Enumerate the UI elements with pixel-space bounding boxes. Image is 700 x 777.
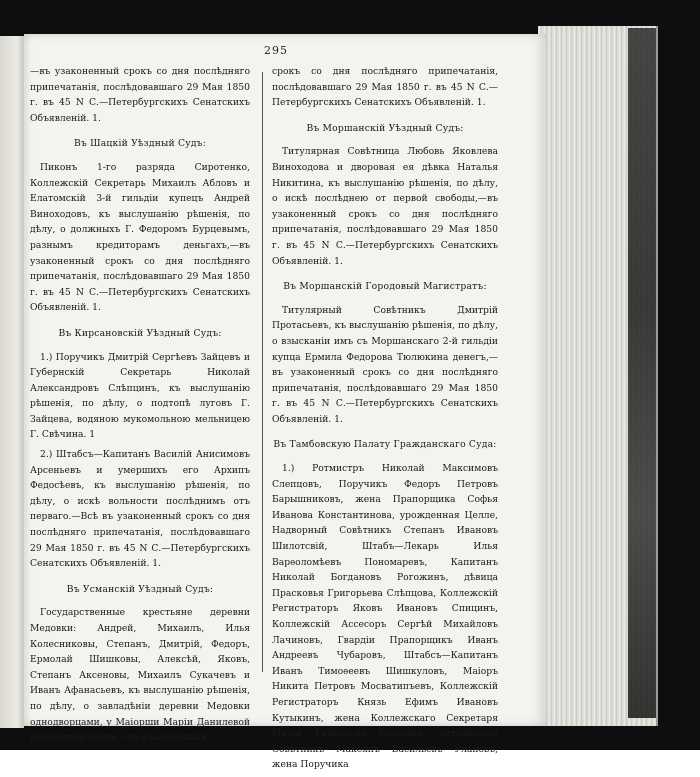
book-cover-edge <box>628 28 656 718</box>
notice-paragraph: Титулярная Совѣтница Любовь Яковлева Виноходова и дворовая ея дѣвка Наталья Никитина, къ выслушанію рѣшенія, по дѣлу, о искѣ послѣднею от первой свободы,—въ узаконенный срокъ со дня послѣдняго припечатанія, послѣдовавшаго 29 Мая 1850 г. въ 45 N С.—Петербургскихъ Сенатскихъ Объявленій. 1. <box>272 146 498 267</box>
left-page-edge <box>0 36 24 728</box>
notice-paragraph: Государственные крестьяне деревни Медовки: Андрей, Михаилъ, Илья Колесниковы, Степанъ, Дмитрій, Федоръ, Ермолай Шишковы, Алексѣй, Яковъ, Степанъ Аксеновы, Михаилъ Сукачевъ и Иванъ Афанасьевъ, къ выслушанію рѣшенія, по дѣлу, о завладѣніи деревни Медовки однодворцами, у Маіорши Маріи Данилевой Калениной земли,—въ узаконенный <box>30 607 250 744</box>
section-heading: Въ Тамбовскую Палату Гражданскаго Суда: <box>273 439 497 451</box>
notice-paragraph: —въ узаконенный срокъ со дня послѣдняго припечатанія, послѣдовавшаго 29 Мая 1850 г. въ 45 N С.—Петербургскихъ Сенатскихъ Объявленій. 1. <box>30 66 250 124</box>
document-page <box>24 34 546 771</box>
section-heading: Въ Усманскій Уѣздный Судъ: <box>66 583 214 595</box>
section-heading: Въ Кирсановскій Уѣздный Судъ: <box>58 327 222 339</box>
right-column <box>272 64 498 777</box>
notice-paragraph: срокъ со дня послѣдняго припечатанія, послѣдовавшаго 29 Мая 1850 г. въ 45 N С.—Петербургскихъ Сенатскихъ Объявленій. 1. <box>272 66 498 109</box>
left-column <box>30 64 250 750</box>
notice-paragraph: 1.) Ротмистръ Николай Максимовъ Слепцовъ, Поручикъ Федоръ Петровъ Барышниковъ, жена Прапорщика Софья Иванова Константинова, урожденная Целле, Надворный Совѣтникъ Степанъ Ивановъ Шилотсвій, Штабъ—Лекарь Илья Варѳоломѣевъ Пономаревъ, Капитанъ Николай Богдановъ Рогожинъ, дѣвица Прасковья Григорьева Слѣпцова, Коллежскій Регистраторъ Яковъ Ивановъ Спицинъ, Коллежскій Ассесоръ Сергѣй Михайловъ Лачиновъ, Гвардіи Прапорщикъ Иванъ Андреевъ Чубаровъ, Штабсъ—Капитанъ Иванъ Тимоѳеевъ Шишкуловъ, Маіоръ Никита Петровъ Мосватипъевъ, Коллежскій Регистраторъ Князь Ефимъ Ивановъ Кутыкинъ, жена Коллежскаго Секретаря Марія Тимоѳеева Спицина, Титулярный Совѣтникъ Макеянъ Васильевъ Улановъ, жена Поручика <box>272 463 498 771</box>
notice-paragraph: 1.) Поручикъ Дмитрій Сергѣевъ Зайцевъ и Губернскій Секретарь Николай Александровъ Слѣпцинъ, къ выслушанію рѣшенія, по дѣлу, о подтопѣ луговъ Г. Зайцева, водяною мукомольною мельницею Г. Свѣчина. 1 <box>30 351 250 441</box>
notice-paragraph: Пиконъ 1-го разряда Сиротенко, Коллежскій Секретарь Михаилъ Абловъ и Елатомскій 3-й гильдіи купецъ Андрей Виноходовъ, къ выслушанію рѣшенія, по дѣлу, о должныхъ Г. Федоромъ Бурцевымъ, разнымъ кредиторамъ деньгахъ,—въ узаконенный срокъ со дня послѣдняго припечатанія, послѣдовавшаго 29 Мая 1850 г. въ 45 N С.—Петербургскихъ Сенатскихъ Объявленій. 1. <box>30 161 250 314</box>
notice-paragraph: 2.) Штабсъ—Капитанъ Василій Анисимовъ Арсеньевъ и умершихъ его Архипъ Федосѣевъ, къ выслушанію рѣшенія, по дѣлу, о искѣ вольности послѣднимъ отъ перваго.—Всѣ въ узаконенный срокъ со дня послѣдняго припечатанія, послѣдовавшаго 29 Мая 1850 г. въ 45 N С.—Петербургскихъ Сенатскихъ Объявленій. 1. <box>30 449 250 570</box>
section-heading: Въ Моршанскій Уѣздный Судъ: <box>306 122 464 134</box>
page-number: 295 <box>264 44 288 57</box>
notice-paragraph: Титулярный Совѣтникъ Дмитрій Протасьевъ, къ выслушанію рѣшенія, по дѣлу, о взысканіи имъ съ Моршанскаго 2-й гильдіи купца Ермила Федорова Тюлюкина денегъ,—въ узаконенный срокъ со дня послѣдняго припечатанія, послѣдовавшаго 29 Мая 1850 г. въ 45 N С.—Петербургскихъ Сенатскихъ Объявленій. 1. <box>272 304 498 425</box>
column-divider <box>262 72 263 672</box>
section-heading: Въ Шацкій Уѣздный Судъ: <box>73 138 207 150</box>
section-heading: Въ Моршанскій Городовый Магистратъ: <box>283 281 487 293</box>
